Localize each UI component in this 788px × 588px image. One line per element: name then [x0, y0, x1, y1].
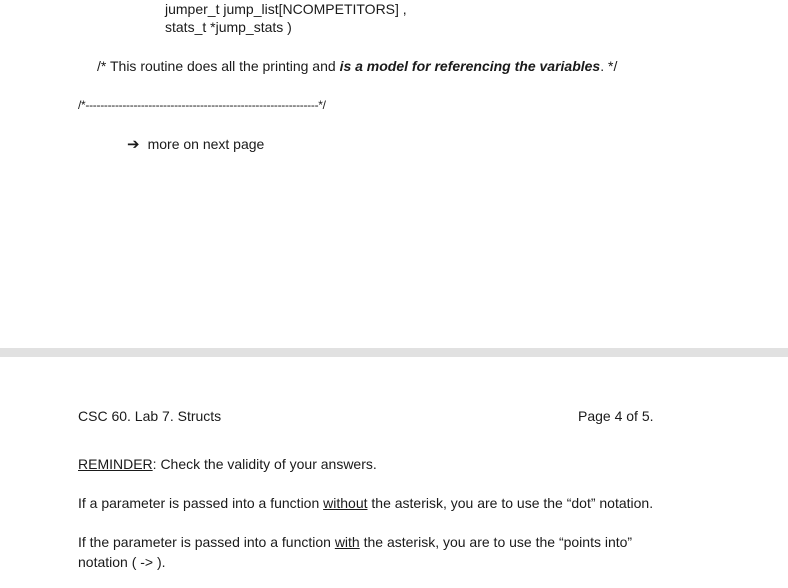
reminder-label: REMINDER — [78, 456, 153, 472]
comment-emphasis: is a model for referencing the variables — [339, 58, 601, 74]
comment-prefix: /* This routine does all the printing and — [97, 58, 340, 74]
arrow-notation-paragraph-line2: notation ( -> ). — [78, 554, 166, 570]
reminder-text: : Check the validity of your answers. — [152, 456, 377, 472]
code-line-jump-stats: stats_t *jump_stats ) — [165, 19, 292, 35]
reminder-line — [78, 455, 377, 473]
arrow-para-keyword: with — [334, 534, 360, 550]
dot-para-before: If a parameter is passed into a function — [78, 495, 324, 511]
arrow-right-icon: ➔ — [127, 136, 140, 153]
dot-para-keyword: without — [323, 495, 368, 511]
comment-separator: /*---------------------------------------------------------------*/ — [78, 98, 326, 112]
dot-notation-paragraph — [78, 494, 653, 512]
page-break-gap — [0, 348, 788, 357]
document-page-4 — [0, 357, 788, 588]
header-page-number: Page 4 of 5. — [578, 408, 654, 424]
arrow-notation-paragraph — [78, 533, 632, 551]
arrow-para-after: the asterisk, you are to use the “points into” — [359, 534, 633, 550]
code-line-jump-list: jumper_t jump_list[NCOMPETITORS] , — [165, 1, 407, 17]
arrow-para-before: If the parameter is passed into a function — [78, 534, 335, 550]
dot-para-after: the asterisk, you are to use the “dot” notation. — [367, 495, 654, 511]
header-course-title: CSC 60. Lab 7. Structs — [78, 408, 222, 424]
routine-comment — [97, 57, 617, 75]
comment-suffix: . */ — [600, 58, 618, 74]
next-page-note — [127, 135, 264, 154]
next-page-text: more on next page — [147, 136, 265, 152]
